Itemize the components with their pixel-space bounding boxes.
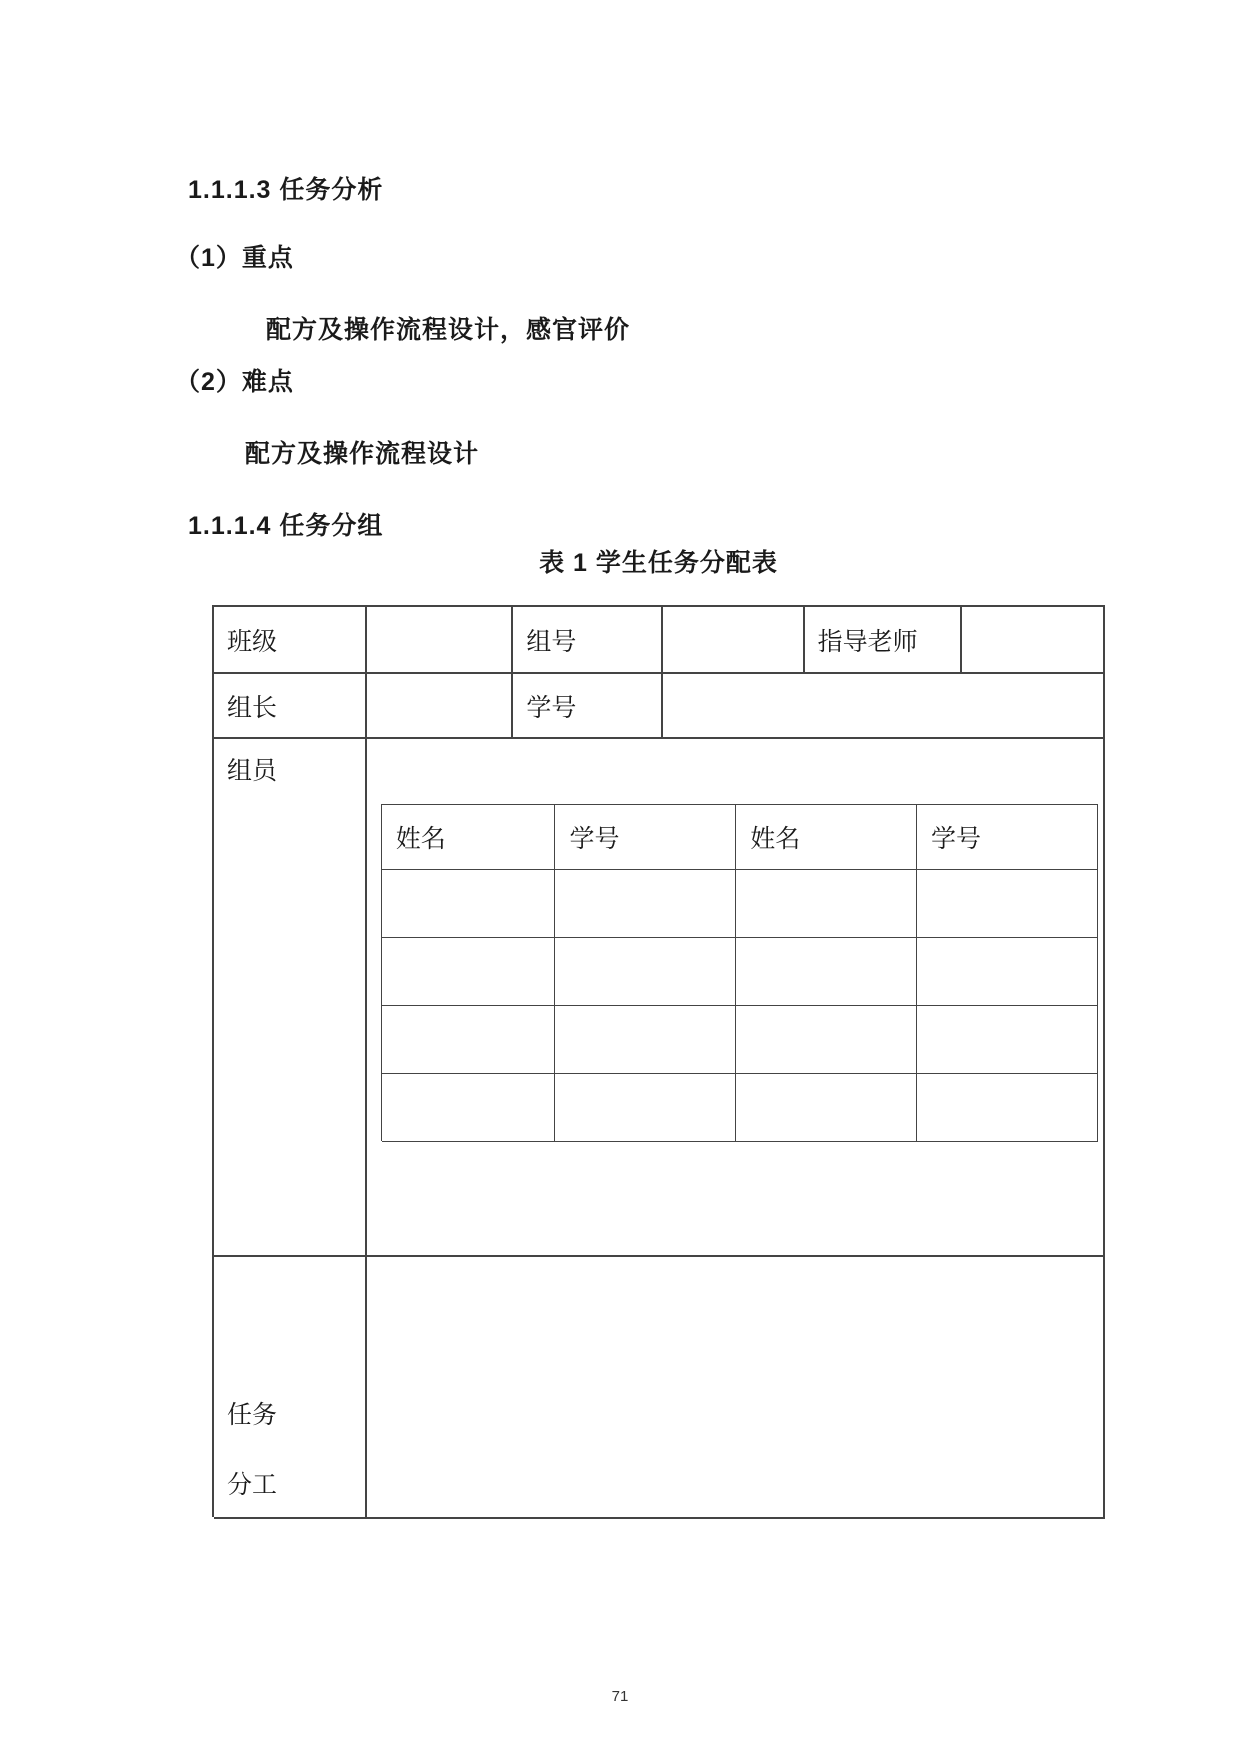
table-row	[214, 607, 1105, 674]
task-division-line2: 分工	[227, 1471, 278, 1499]
advisor-label-cell: 指导老师	[805, 607, 963, 674]
group-no-label-cell: 组号	[513, 607, 663, 674]
roster-empty-cell	[555, 1006, 736, 1074]
roster-empty-cell	[555, 870, 736, 938]
roster-id-header: 学号	[917, 805, 1098, 870]
student-task-table	[212, 605, 1105, 1517]
roster-empty-cell	[382, 1074, 556, 1142]
roster-id-header: 学号	[555, 805, 736, 870]
roster-name-header: 姓名	[382, 805, 556, 870]
roster-empty-row	[382, 870, 1098, 938]
group-no-value-cell	[663, 607, 805, 674]
advisor-value-cell	[962, 607, 1105, 674]
roster-empty-row	[382, 1074, 1098, 1142]
roster-empty-cell	[917, 870, 1098, 938]
roster-empty-cell	[555, 938, 736, 1006]
task-division-label-cell	[214, 1257, 367, 1519]
page-number: 71	[611, 1688, 629, 1705]
leader-id-value-cell	[663, 674, 1105, 739]
roster-empty-cell	[736, 1006, 917, 1074]
roster-empty-row	[382, 1006, 1098, 1074]
point1-text: 配方及操作流程设计，感官评价	[266, 316, 631, 344]
roster-empty-cell	[555, 1074, 736, 1142]
task-division-value-cell	[367, 1257, 1105, 1519]
roster-empty-cell	[382, 938, 556, 1006]
point2-text: 配方及操作流程设计	[245, 440, 480, 468]
heading-task-analysis: 1.1.1.3 任务分析	[188, 176, 384, 204]
roster-empty-cell	[917, 938, 1098, 1006]
members-area-cell	[367, 739, 1105, 1257]
roster-empty-cell	[736, 870, 917, 938]
table-caption: 表 1 学生任务分配表	[539, 549, 778, 577]
class-value-cell	[367, 607, 514, 674]
member-roster-table	[381, 804, 1098, 1141]
roster-empty-cell	[736, 938, 917, 1006]
point2-label: （2）难点	[175, 368, 294, 396]
leader-id-label-cell: 学号	[513, 674, 663, 739]
roster-empty-cell	[917, 1074, 1098, 1142]
roster-header-row	[382, 805, 1098, 870]
task-division-line1: 任务	[227, 1401, 278, 1429]
heading-task-grouping: 1.1.1.4 任务分组	[188, 512, 384, 540]
table-row	[214, 1257, 1105, 1519]
leader-label-cell: 组长	[214, 674, 367, 739]
class-label-cell: 班级	[214, 607, 367, 674]
table-row	[214, 739, 1105, 1257]
point1-label: （1）重点	[175, 244, 294, 272]
roster-empty-cell	[917, 1006, 1098, 1074]
roster-empty-cell	[382, 870, 556, 938]
roster-empty-row	[382, 938, 1098, 1006]
table-row	[214, 674, 1105, 739]
members-label-cell: 组员	[214, 739, 367, 1257]
roster-empty-cell	[382, 1006, 556, 1074]
roster-empty-cell	[736, 1074, 917, 1142]
leader-value-cell	[367, 674, 514, 739]
roster-name-header: 姓名	[736, 805, 917, 870]
